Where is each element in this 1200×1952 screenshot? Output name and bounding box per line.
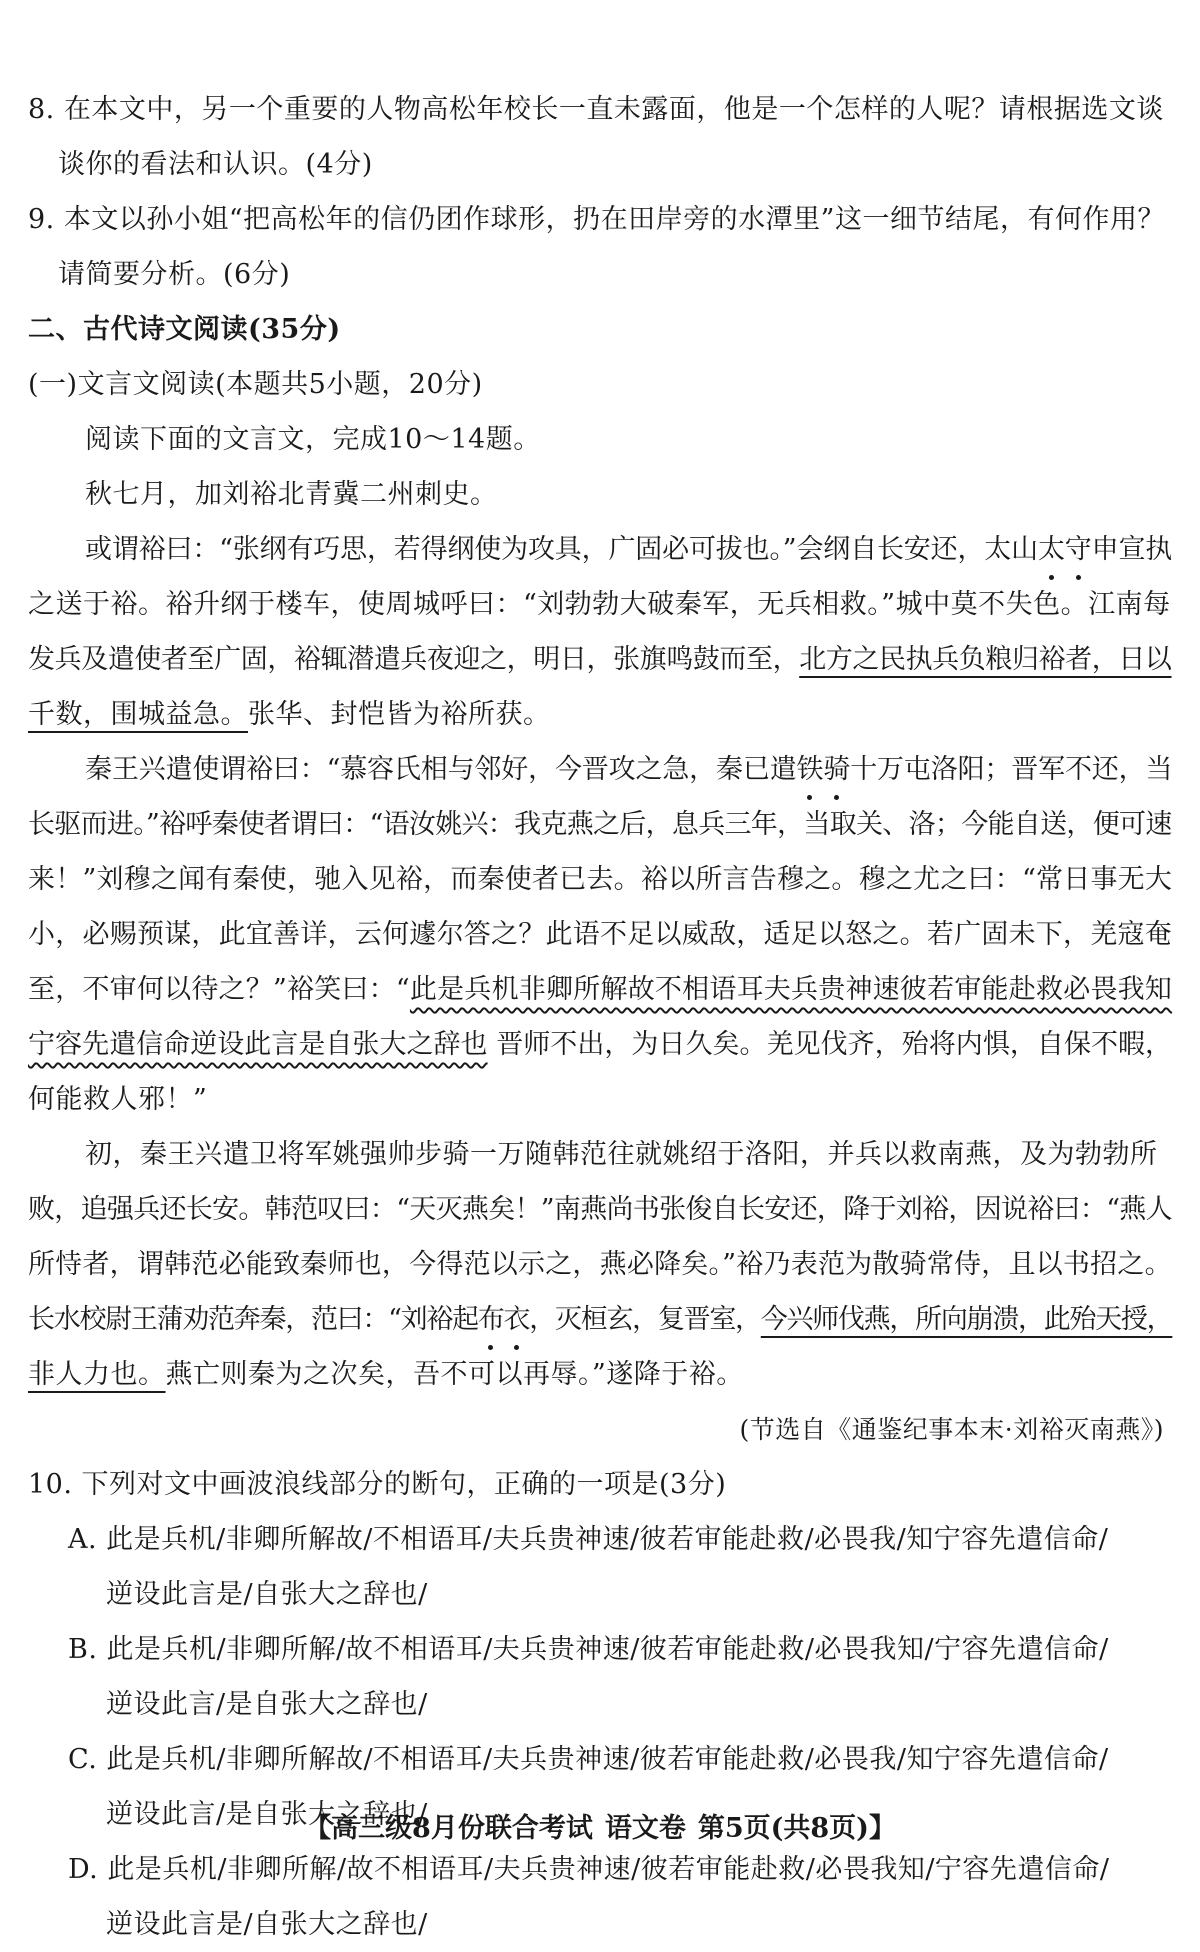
question-8-line-1: 8. 在本文中，另一个重要的人物高松年校长一直未露面，他是一个怎样的人呢？请根据选文谈: [28, 94, 1164, 125]
underlined-sentence: 北方之民执兵负粮归裕者，日以: [799, 644, 1172, 675]
passage-line: [28, 1347, 1172, 1402]
question-10-option-d: [28, 1842, 1172, 1952]
footer-exam-name: 【高三级8月份联合考试: [304, 1813, 593, 1844]
passage-text: 晋师不出，为日久矣。羌见伐齐，殆将内惧，自保不暇，: [496, 1029, 1173, 1060]
passage-line: 所恃者，谓韩范必能致秦师也，今得范以示之，燕必降矣。”裕乃表范为散骑常侍，且以书招之。: [28, 1249, 1172, 1280]
emphasis-dot-char: 守: [1065, 522, 1092, 577]
passage-line: [28, 1292, 1172, 1347]
emphasis-dot-char: 铁: [797, 742, 824, 797]
question-10-option-a: [28, 1512, 1172, 1622]
option-line: D. 此是兵机/非卿所解/故不相语耳/夫兵贵神速/彼若审能赴救/必畏我知/宁容先遣信命/: [68, 1854, 1110, 1885]
passage-source: (节选自《通鉴纪事本末·刘裕灭南燕》): [739, 1415, 1164, 1444]
question-9-line-2: 请简要分析。(6分): [58, 259, 291, 290]
option-line: B. 此是兵机/非卿所解/故不相语耳/夫兵贵神速/彼若审能赴救/必畏我知/宁容先遣信命/: [68, 1634, 1109, 1665]
passage-line: [28, 962, 1172, 1017]
wavy-underlined-sentence: 宁容先遣信命逆设此言是自张大之辞也: [28, 1029, 488, 1060]
emphasis-dot-char: 布: [478, 1292, 504, 1347]
passage-line: [28, 632, 1172, 687]
passage-line: 来！”刘穆之闻有秦使，驰入见裕，而秦使者已去。裕以所言告穆之。穆之尤之曰：“常日事无大: [28, 864, 1173, 895]
passage-line: 败，追强兵还长安。韩范叹曰：“天灭燕矣！”南燕尚书张俊自长安还，降于刘裕，因说裕曰：“燕人: [28, 1194, 1172, 1225]
underlined-sentence: 千数，围城益急。: [28, 699, 248, 730]
passage-text: 或谓裕曰：“张纲有巧思，若得纲使为攻具，广固必可拔也。”会纲自长安还，太山: [85, 534, 1038, 565]
passage-line: [28, 522, 1172, 577]
option-line: 逆设此言是/自张大之辞也/: [106, 1909, 428, 1940]
passage-text: 张华、封恺皆为裕所获。: [248, 699, 551, 730]
passage-text: ，灭桓玄，复晋室，: [529, 1304, 761, 1335]
passage-text: 燕亡则秦为之次矣，吾不可以再辱。”遂降于裕。: [165, 1359, 744, 1390]
question-9-line-1: 9. 本文以孙小姐“把高松年的信仍团作球形，扔在田岸旁的水潭里”这一细节结尾，有何作用？: [28, 204, 1165, 235]
passage-line: 之送于裕。裕升纲于楼车，使周城呼曰：“刘勃勃大破秦军，无兵相救。”城中莫不失色。江南每: [28, 589, 1171, 620]
passage-line: 初，秦王兴遣卫将军姚强帅步骑一万随韩范往就姚绍于洛阳，并兵以救南燕，及为勃勃所: [85, 1139, 1158, 1170]
option-line: A. 此是兵机/非卿所解故/不相语耳/夫兵贵神速/彼若审能赴救/必畏我/知宁容先遣信命/: [68, 1524, 1109, 1555]
emphasis-dot-char: 衣: [504, 1292, 530, 1347]
passage-line: [28, 1017, 1172, 1072]
passage-line: 何能救人邪！”: [28, 1084, 208, 1115]
emphasis-dot-char: 太: [1038, 522, 1065, 577]
passage-line: [28, 687, 1172, 742]
passage-text: 发兵及遣使者至广固，裕辄潜遣兵夜迎之，明日，张旗鸣鼓而至，: [28, 644, 800, 675]
wavy-underlined-sentence: 此是兵机非卿所解故不相语耳夫兵贵神速彼若审能赴救必畏我知: [409, 974, 1173, 1005]
passage-text: 申宣执: [1091, 534, 1173, 565]
footer-page-number: 第5页(共8页)】: [697, 1813, 896, 1844]
passage-line: [28, 742, 1172, 797]
footer-subject: 语文卷: [604, 1813, 686, 1844]
underlined-sentence: 非人力也。: [28, 1359, 166, 1390]
question-10-option-b: [28, 1622, 1172, 1732]
passage-text: 秦王兴遣使谓裕曰：“慕容氏相与邻好，今晋攻之急，秦已遣: [85, 754, 797, 785]
subsection-title: (一)文言文阅读(本题共5小题，20分): [28, 369, 483, 400]
option-line: 逆设此言/是自张大之辞也/: [106, 1689, 428, 1720]
passage-paragraph-1: 秋七月，加刘裕北青冀二州刺史。: [85, 479, 498, 510]
option-line: 逆设此言/是自张大之辞也/: [106, 1799, 428, 1830]
section-title: 二、古代诗文阅读(35分): [28, 314, 341, 345]
option-line: 逆设此言是/自张大之辞也/: [106, 1579, 428, 1610]
passage-text: 十万屯洛阳；晋军不还，当: [850, 754, 1173, 785]
question-8-line-2: 谈你的看法和认识。(4分): [58, 149, 373, 180]
passage-text: 至，不审何以待之？”裕笑曰：“: [28, 974, 410, 1005]
page-footer: [0, 1806, 1200, 1845]
instruction: 阅读下面的文言文，完成10～14题。: [85, 424, 541, 455]
underlined-sentence: 今兴师伐燕，所向崩溃，此殆天授，: [760, 1304, 1173, 1335]
passage-paragraph-4: [28, 1127, 1172, 1402]
passage-line: 长驱而进。”裕呼秦使者谓曰：“语汝姚兴：我克燕之后，息兵三年，当取关、洛；今能自送，便可速: [28, 809, 1172, 840]
passage-line: 小，必赐预谋，此宜善详，云何遽尔答之？此语不足以威敌，适足以怒之。若广固未下，羌寇奄: [28, 919, 1172, 950]
option-line: C. 此是兵机/非卿所解故/不相语耳/夫兵贵神速/彼若审能赴救/必畏我/知宁容先遣信命/: [68, 1744, 1109, 1775]
question-10-stem: 10. 下列对文中画波浪线部分的断句，正确的一项是(3分): [28, 1469, 727, 1500]
emphasis-dot-char: 骑: [823, 742, 850, 797]
passage-paragraph-2: [28, 522, 1172, 742]
passage-text: 长水校尉王蒲劝范奔秦，范曰：“刘裕起: [28, 1304, 478, 1335]
passage-paragraph-3: [28, 742, 1172, 1127]
